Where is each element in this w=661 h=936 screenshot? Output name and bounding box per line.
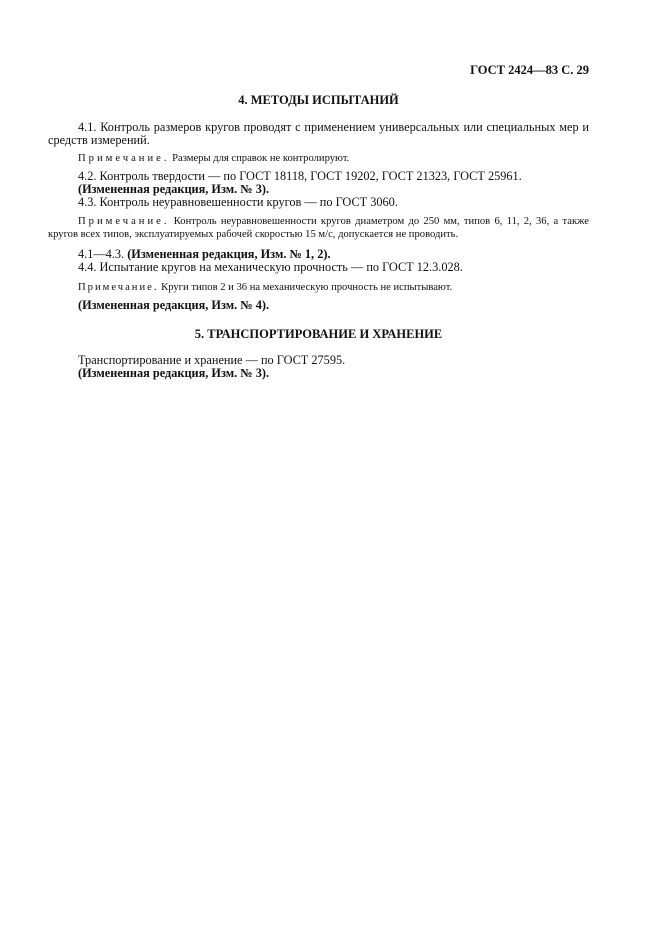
revision-note-4: (Измененная редакция, Изм. № 4). bbox=[78, 298, 270, 312]
paragraph-4-1: 4.1. Контроль размеров кругов проводят с применением универсальных или специальных мер и средств измерений. bbox=[48, 120, 589, 147]
revision-note-1-2: (Измененная редакция, Изм. № 1, 2). bbox=[127, 247, 331, 261]
note-label: Примечание. bbox=[78, 153, 170, 164]
note-2 bbox=[48, 215, 589, 241]
paragraph-number: 4.1—4.3. bbox=[78, 247, 125, 261]
note-3 bbox=[48, 281, 589, 294]
page-header: ГОСТ 2424—83 С. 29 bbox=[470, 63, 589, 77]
section-4-title: 4. МЕТОДЫ ИСПЫТАНИЙ bbox=[238, 93, 399, 107]
note-text: Круги типов 2 и 36 на механическую прочность не испытывают. bbox=[161, 282, 453, 293]
note-label: Примечание. bbox=[78, 282, 159, 293]
note-text: Контроль неуравновешенности кругов диаметром до 250 мм, типов 6, 11, 2, 36, а также кругов всех типов, эксплуатируемых рабочей скоростью 15 м/с, допускается не проводить. bbox=[48, 216, 589, 240]
note-text: Размеры для справок не контролируют. bbox=[172, 153, 350, 164]
paragraph-4-4: 4.4. Испытание кругов на механическую прочность — по ГОСТ 12.3.028. bbox=[78, 260, 463, 274]
note-label: Примечание. bbox=[78, 216, 170, 227]
paragraph-4-2: 4.2. Контроль твердости — по ГОСТ 18118, ГОСТ 19202, ГОСТ 21323, ГОСТ 25961. bbox=[78, 169, 522, 183]
paragraph-4-3: 4.3. Контроль неуравновешенности кругов — по ГОСТ 3060. bbox=[78, 195, 398, 209]
paragraph-5: Транспортирование и хранение — по ГОСТ 27595. bbox=[78, 353, 346, 367]
revision-note-3: (Измененная редакция, Изм. № 3). bbox=[78, 182, 270, 196]
revision-note-5: (Измененная редакция, Изм. № 3). bbox=[78, 366, 270, 380]
note-1 bbox=[48, 152, 589, 165]
section-5-title: 5. ТРАНСПОРТИРОВАНИЕ И ХРАНЕНИЕ bbox=[194, 327, 443, 341]
